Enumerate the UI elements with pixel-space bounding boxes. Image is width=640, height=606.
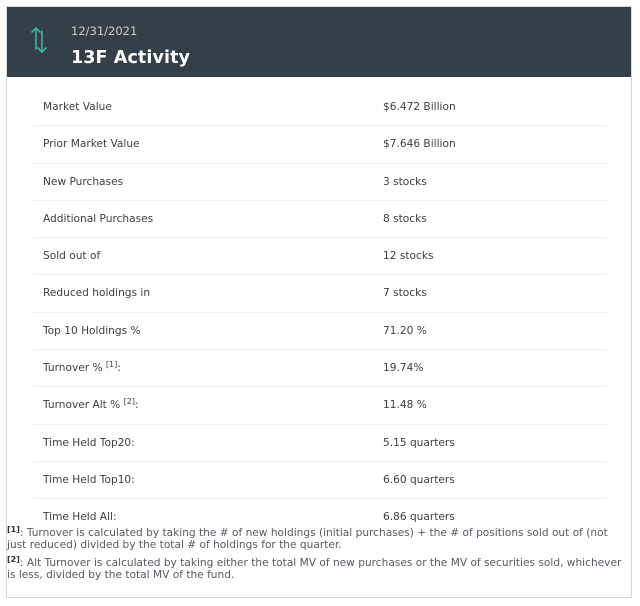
row-value: 19.74% (383, 362, 424, 375)
row-value: 7 stocks (383, 287, 427, 300)
row-label: Prior Market Value (43, 138, 140, 151)
footnote-ref-link[interactable]: [2] (123, 397, 135, 407)
card-header (7, 7, 631, 77)
row-value: 3 stocks (383, 175, 427, 188)
footnote-ref-link[interactable]: [1] (105, 360, 118, 370)
row-value: 11.48 % (383, 399, 427, 412)
activity-table (33, 89, 607, 536)
table-row (33, 462, 607, 499)
row-label-with-ref (43, 387, 139, 423)
table-row (33, 275, 607, 312)
row-label: New Purchases (43, 175, 124, 188)
table-row (33, 350, 607, 387)
sort-arrows-icon (29, 25, 49, 55)
footnote (7, 527, 627, 551)
footnote-text: : Alt Turnover is calculated by taking either the total MV of new purchases or the MV of securities sold, whichever is less, divided by the total MV of the fund. (7, 557, 622, 581)
row-label: Time Held Top10: (43, 473, 135, 486)
row-label: Top 10 Holdings % (43, 324, 141, 337)
row-label: Time Held Top20: (43, 436, 135, 449)
label-suffix: : (117, 362, 121, 375)
row-label-with-ref (43, 350, 121, 386)
row-value: $6.472 Billion (383, 101, 456, 113)
table-row (33, 313, 607, 350)
page-title: 13F Activity (71, 48, 191, 68)
table-row (33, 387, 607, 424)
footnote-text: : Turnover is calculated by taking the # of new holdings (initial purchases) + the # of positions sold out of (not just reduced) divided by the total # of holdings for the quarter. (7, 527, 608, 551)
table-row (33, 201, 607, 238)
row-label: Additional Purchases (43, 212, 154, 225)
row-label: Sold out of (43, 250, 101, 263)
row-value: $7.646 Billion (383, 138, 456, 151)
row-value: 6.86 quarters (383, 511, 455, 524)
row-label: Turnover % (43, 362, 103, 375)
table-row (33, 126, 607, 163)
row-label: Reduced holdings in (43, 287, 151, 300)
footnotes (7, 527, 627, 587)
row-value: 71.20 % (383, 324, 427, 337)
activity-card (6, 6, 632, 598)
row-value: 6.60 quarters (383, 473, 455, 486)
row-label: Market Value (43, 101, 112, 113)
table-row (33, 238, 607, 275)
label-suffix: : (134, 399, 139, 412)
report-date: 12/31/2021 (71, 24, 138, 38)
row-value: 5.15 quarters (383, 436, 455, 449)
table-row (33, 89, 607, 126)
footnote-marker: [1] (7, 525, 20, 534)
footnote-marker: [2] (7, 555, 20, 564)
row-value: 8 stocks (383, 212, 427, 225)
row-label: Time Held All: (43, 511, 117, 524)
footnote (7, 557, 627, 581)
table-row (33, 164, 607, 201)
row-label: Turnover Alt % (43, 399, 121, 412)
row-value: 12 stocks (383, 250, 434, 263)
table-row (33, 425, 607, 462)
